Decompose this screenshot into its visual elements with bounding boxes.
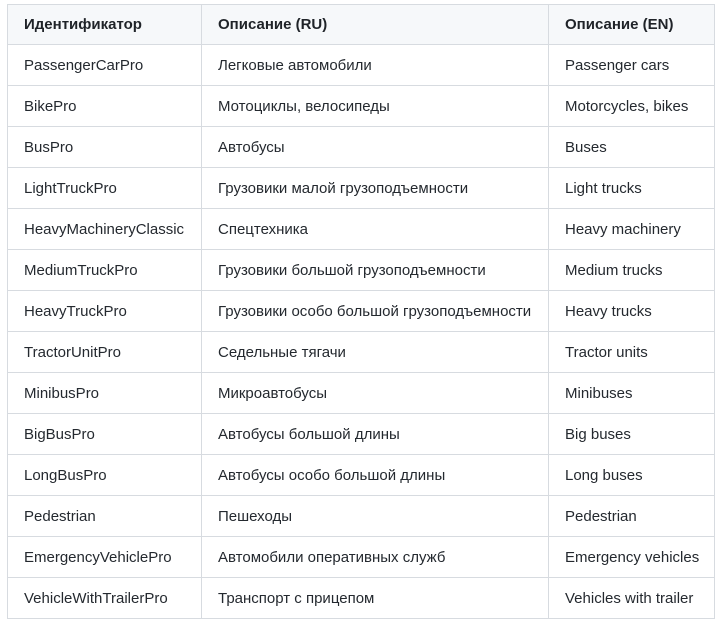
- cell-description-en: Buses: [549, 127, 715, 168]
- cell-identifier: MinibusPro: [8, 373, 202, 414]
- cell-description-ru: Автомобили оперативных служб: [202, 537, 549, 578]
- header-description-ru: Описание (RU): [202, 5, 549, 45]
- table-row: [8, 168, 715, 209]
- cell-description-en: Light trucks: [549, 168, 715, 209]
- cell-description-ru: Автобусы: [202, 127, 549, 168]
- cell-identifier: BigBusPro: [8, 414, 202, 455]
- table-row: [8, 86, 715, 127]
- header-identifier: Идентификатор: [8, 5, 202, 45]
- vehicle-types-table-container: [7, 4, 714, 619]
- cell-description-en: Passenger cars: [549, 45, 715, 86]
- table-row: [8, 496, 715, 537]
- table-row: [8, 414, 715, 455]
- cell-description-en: Heavy trucks: [549, 291, 715, 332]
- cell-description-ru: Грузовики малой грузоподъемности: [202, 168, 549, 209]
- cell-description-en: Heavy machinery: [549, 209, 715, 250]
- table-row: [8, 455, 715, 496]
- cell-identifier: LightTruckPro: [8, 168, 202, 209]
- cell-identifier: Pedestrian: [8, 496, 202, 537]
- cell-description-ru: Пешеходы: [202, 496, 549, 537]
- cell-description-en: Emergency vehicles: [549, 537, 715, 578]
- table-row: [8, 373, 715, 414]
- cell-description-en: Long buses: [549, 455, 715, 496]
- cell-identifier: VehicleWithTrailerPro: [8, 578, 202, 619]
- cell-description-en: Medium trucks: [549, 250, 715, 291]
- cell-description-ru: Спецтехника: [202, 209, 549, 250]
- cell-description-ru: Автобусы большой длины: [202, 414, 549, 455]
- cell-description-en: Tractor units: [549, 332, 715, 373]
- cell-description-ru: Транспорт с прицепом: [202, 578, 549, 619]
- table-row: [8, 578, 715, 619]
- table-row: [8, 250, 715, 291]
- cell-description-ru: Микроавтобусы: [202, 373, 549, 414]
- cell-identifier: HeavyMachineryClassic: [8, 209, 202, 250]
- cell-description-ru: Грузовики большой грузоподъемности: [202, 250, 549, 291]
- cell-description-en: Minibuses: [549, 373, 715, 414]
- cell-description-ru: Легковые автомобили: [202, 45, 549, 86]
- cell-description-ru: Грузовики особо большой грузоподъемности: [202, 291, 549, 332]
- cell-identifier: HeavyTruckPro: [8, 291, 202, 332]
- vehicle-types-table: [7, 4, 715, 619]
- table-row: [8, 291, 715, 332]
- cell-description-ru: Мотоциклы, велосипеды: [202, 86, 549, 127]
- cell-identifier: LongBusPro: [8, 455, 202, 496]
- table-body: [8, 45, 715, 619]
- cell-identifier: BikePro: [8, 86, 202, 127]
- table-row: [8, 45, 715, 86]
- cell-identifier: EmergencyVehiclePro: [8, 537, 202, 578]
- cell-identifier: BusPro: [8, 127, 202, 168]
- cell-description-ru: Автобусы особо большой длины: [202, 455, 549, 496]
- cell-description-en: Vehicles with trailer: [549, 578, 715, 619]
- table-header: [8, 5, 715, 45]
- cell-identifier: PassengerCarPro: [8, 45, 202, 86]
- table-row: [8, 332, 715, 373]
- table-row: [8, 537, 715, 578]
- table-row: [8, 127, 715, 168]
- header-description-en: Описание (EN): [549, 5, 715, 45]
- cell-description-en: Big buses: [549, 414, 715, 455]
- cell-identifier: TractorUnitPro: [8, 332, 202, 373]
- table-row: [8, 209, 715, 250]
- table-header-row: [8, 5, 715, 45]
- cell-identifier: MediumTruckPro: [8, 250, 202, 291]
- cell-description-ru: Седельные тягачи: [202, 332, 549, 373]
- cell-description-en: Motorcycles, bikes: [549, 86, 715, 127]
- cell-description-en: Pedestrian: [549, 496, 715, 537]
